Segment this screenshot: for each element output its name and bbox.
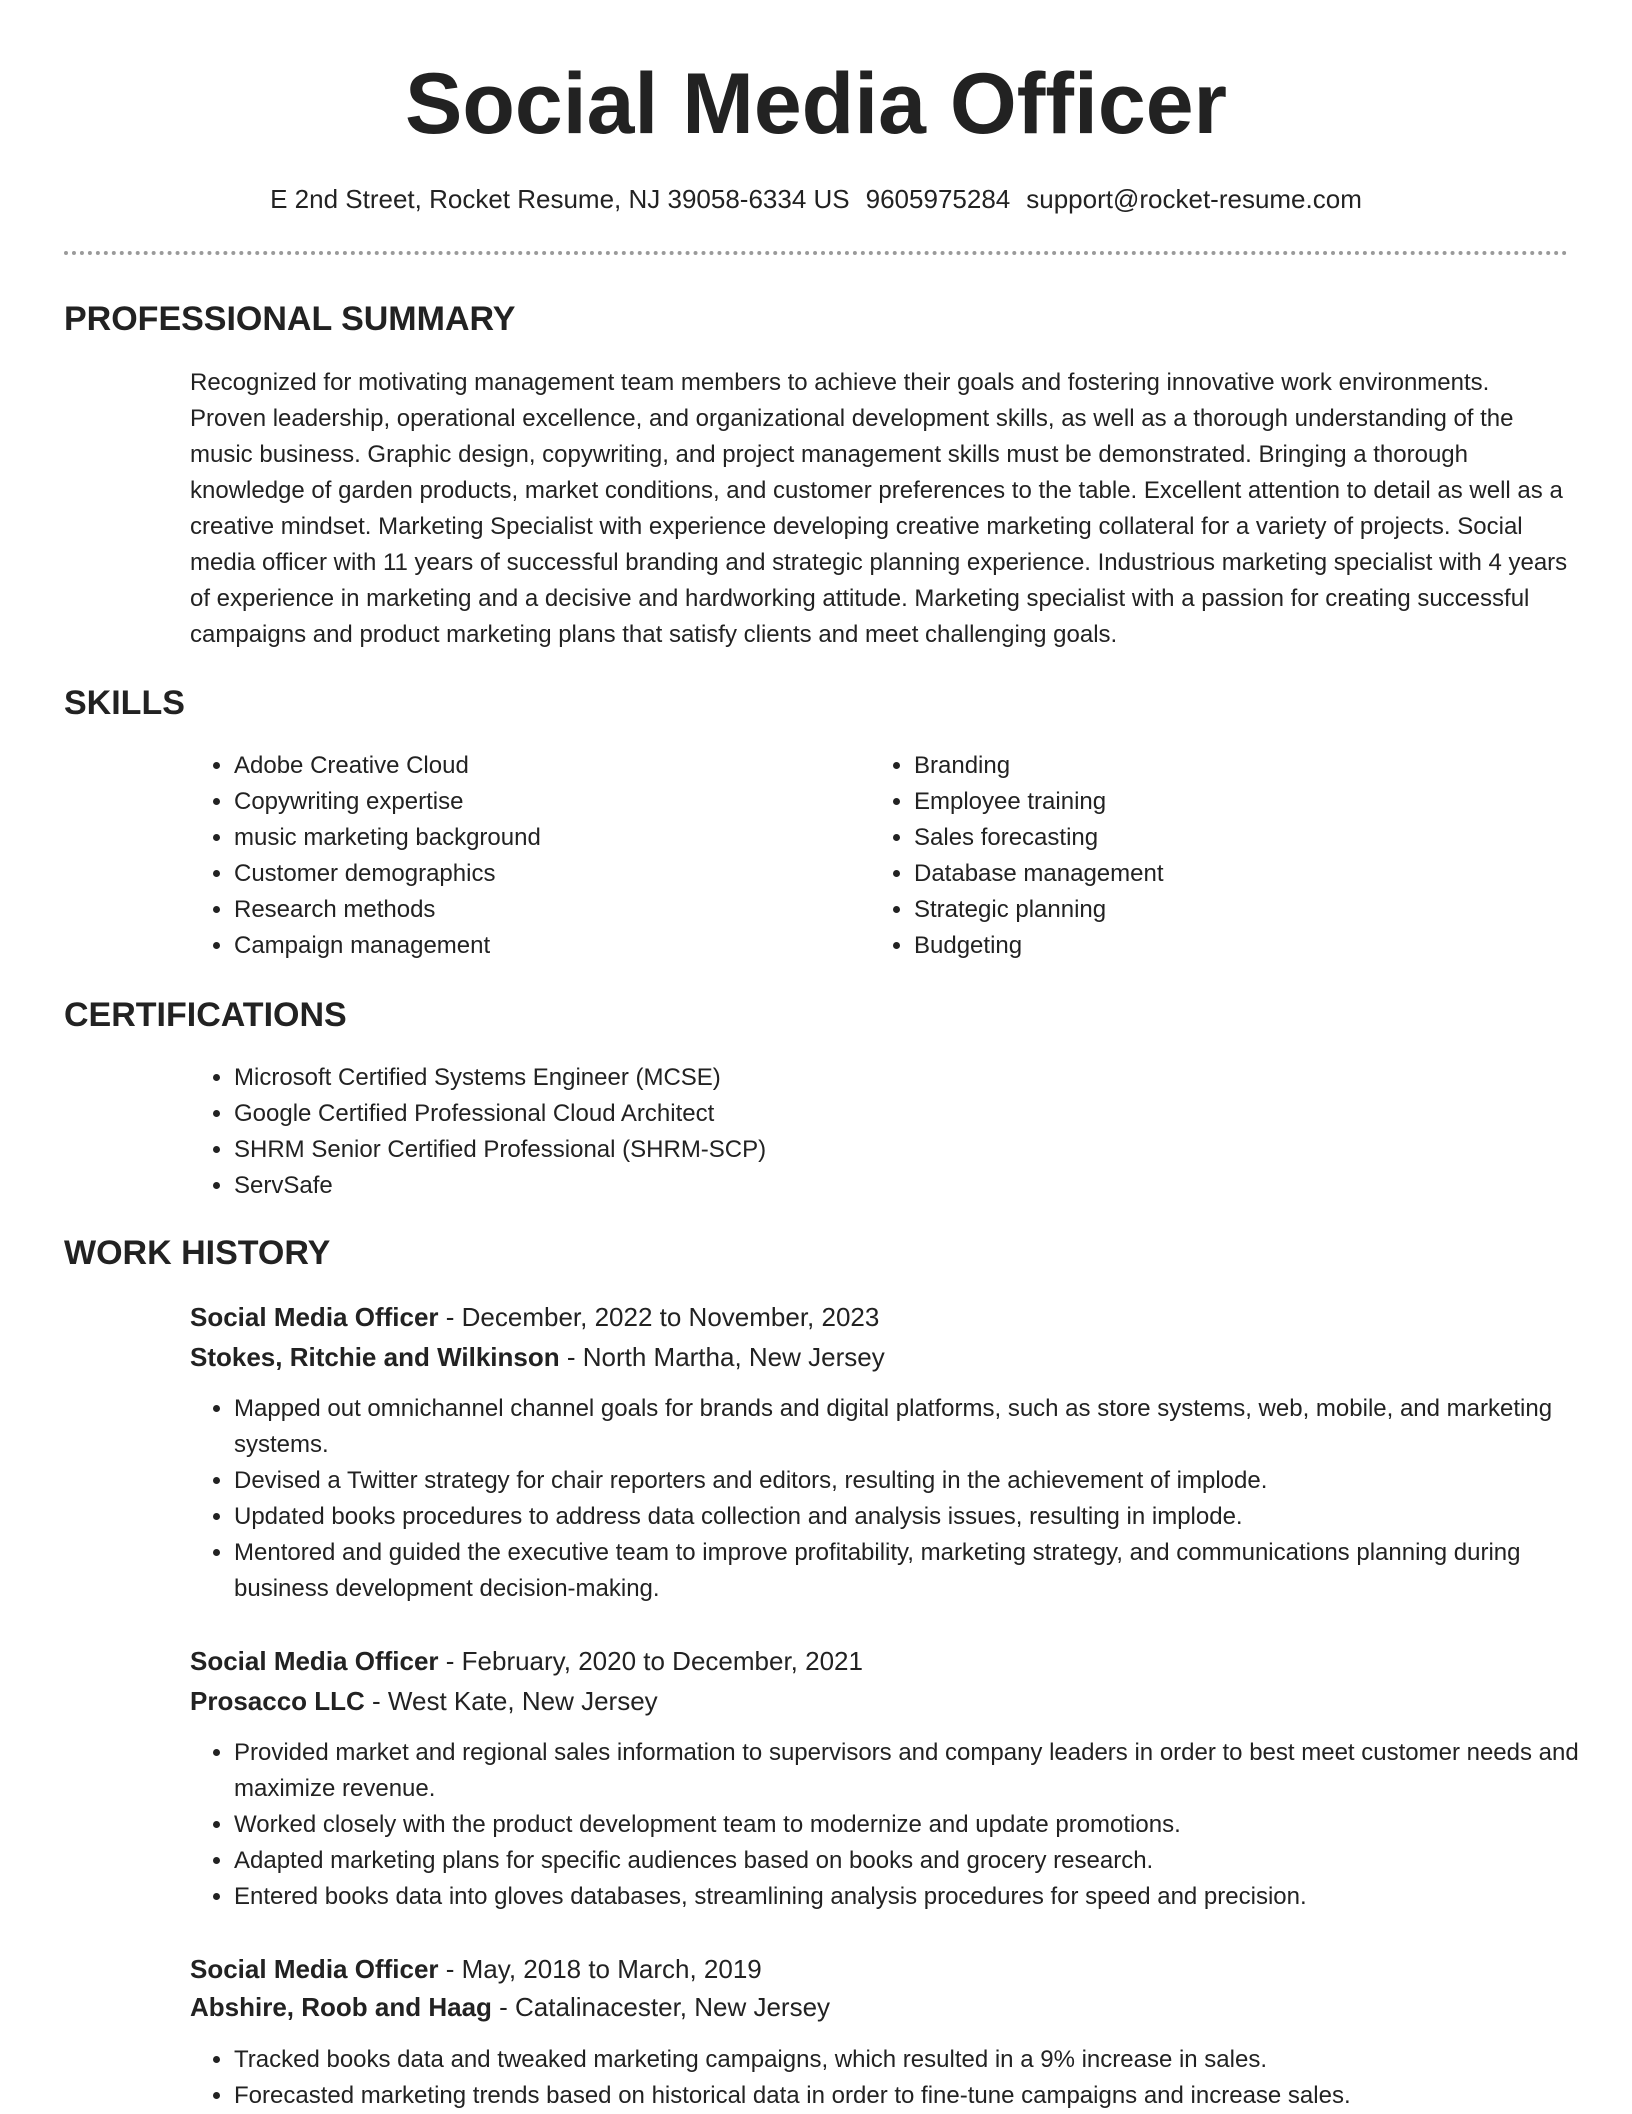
section-title-work-history: WORK HISTORY [64,1234,331,1272]
job-bullet: • Adapted marketing plans for specific audiences based on books and grocery research. [234,1843,1584,1879]
skill-item: • Strategic planning [914,892,1534,928]
job-dates: - February, 2020 to December, 2021 [438,1646,863,1676]
job-title-line [190,1297,879,1337]
job-company-line [190,1681,658,1721]
job-company-line [190,1337,885,1377]
contact-email: support@rocket-resume.com [1026,184,1362,214]
skill-item: • Budgeting [914,928,1534,964]
skill-item: • Adobe Creative Cloud [234,748,854,784]
job-company: Abshire, Roob and Haag [190,1992,492,2022]
job-bullet: • Worked closely with the product development team to modernize and update promotions. [234,1807,1584,1843]
certification-item: • Google Certified Professional Cloud Architect [234,1096,1534,1132]
certification-item: • Microsoft Certified Systems Engineer (MCSE) [234,1060,1534,1096]
skill-item: • Branding [914,748,1534,784]
job-bullet: • Mentored and guided the executive team to improve profitability, marketing strategy, and communications planning during business development decision-making. [234,1535,1584,1607]
job-bullet: • Provided market and regional sales information to supervisors and company leaders in order to best meet customer needs and maximize revenue. [234,1735,1584,1807]
section-title-summary: PROFESSIONAL SUMMARY [64,300,516,338]
resume-name: Social Media Officer [404,56,1228,152]
skill-item: • music marketing background [234,820,854,856]
certifications-list [190,1060,1534,1204]
job-dates: - May, 2018 to March, 2019 [438,1954,762,1984]
job-location: - North Martha, New Jersey [559,1342,885,1372]
job-bullet: • Tracked books data and tweaked marketing campaigns, which resulted in a 9% increase in sales. [234,2042,1584,2078]
certification-item: • SHRM Senior Certified Professional (SHRM-SCP) [234,1132,1534,1168]
summary-text: Recognized for motivating management team members to achieve their goals and fostering innovative work environments. Proven leadership, operational excellence, and organizational development skills, as well as a thorough understanding of the music business. Graphic design, copywriting, and project management skills must be demonstrated. Bringing a thorough knowledge of garden products, market conditions, and customer preferences to the table. Excellent attention to detail as well as a creative mindset. Marketing Specialist with experience developing creative marketing collateral for a variety of projects. Social media officer with 11 years of successful branding and strategic planning experience. Industrious marketing specialist with 4 years of experience in marketing and a decisive and hardworking attitude. Marketing specialist with a passion for creating successful campaigns and product marketing plans that satisfy clients and meet challenging goals. [190,369,1568,648]
job-bullets [190,1735,1584,1915]
job-bullet: • Forecasted marketing trends based on historical data in order to fine-tune campaigns and increase sales. [234,2078,1584,2114]
job-title-line [190,1641,863,1681]
contact-phone: 9605975284 [865,184,1011,214]
job-title: Social Media Officer [190,1954,439,1984]
skill-item: • Research methods [234,892,854,928]
skill-item: • Customer demographics [234,856,854,892]
job-bullet: • Entered books data into gloves databases, streamlining analysis procedures for speed and precision. [234,1879,1584,1915]
skills-list-left [190,748,854,964]
certification-item: • ServSafe [234,1168,1534,1204]
skills-list-right [870,748,1534,964]
contact-line [0,181,1632,217]
skill-item: • Employee training [914,784,1534,820]
job-title: Social Media Officer [190,1302,439,1332]
job-company-line [190,1987,830,2027]
section-title-certifications: CERTIFICATIONS [64,996,347,1034]
job-bullets [190,2042,1584,2114]
job-bullet: • Mapped out omnichannel channel goals for brands and digital platforms, such as store systems, web, mobile, and marketing systems. [234,1391,1584,1463]
job-location: - Catalinacester, New Jersey [491,1992,831,2022]
job-bullet: • Devised a Twitter strategy for chair reporters and editors, resulting in the achievement of implode. [234,1463,1584,1499]
skill-item: • Campaign management [234,928,854,964]
contact-address: E 2nd Street, Rocket Resume, NJ 39058-6334 US [270,184,850,214]
job-company: Stokes, Ritchie and Wilkinson [190,1342,560,1372]
job-dates: - December, 2022 to November, 2023 [438,1302,880,1332]
skill-item: • Copywriting expertise [234,784,854,820]
section-title-skills: SKILLS [64,684,185,722]
job-location: - West Kate, New Jersey [364,1686,658,1716]
skill-item: • Sales forecasting [914,820,1534,856]
job-bullet: • Updated books procedures to address data collection and analysis issues, resulting in implode. [234,1499,1584,1535]
header-divider [64,251,1568,255]
job-title-line [190,1949,762,1989]
job-company: Prosacco LLC [190,1686,365,1716]
skill-item: • Database management [914,856,1534,892]
job-title: Social Media Officer [190,1646,439,1676]
job-bullets [190,1391,1584,1607]
